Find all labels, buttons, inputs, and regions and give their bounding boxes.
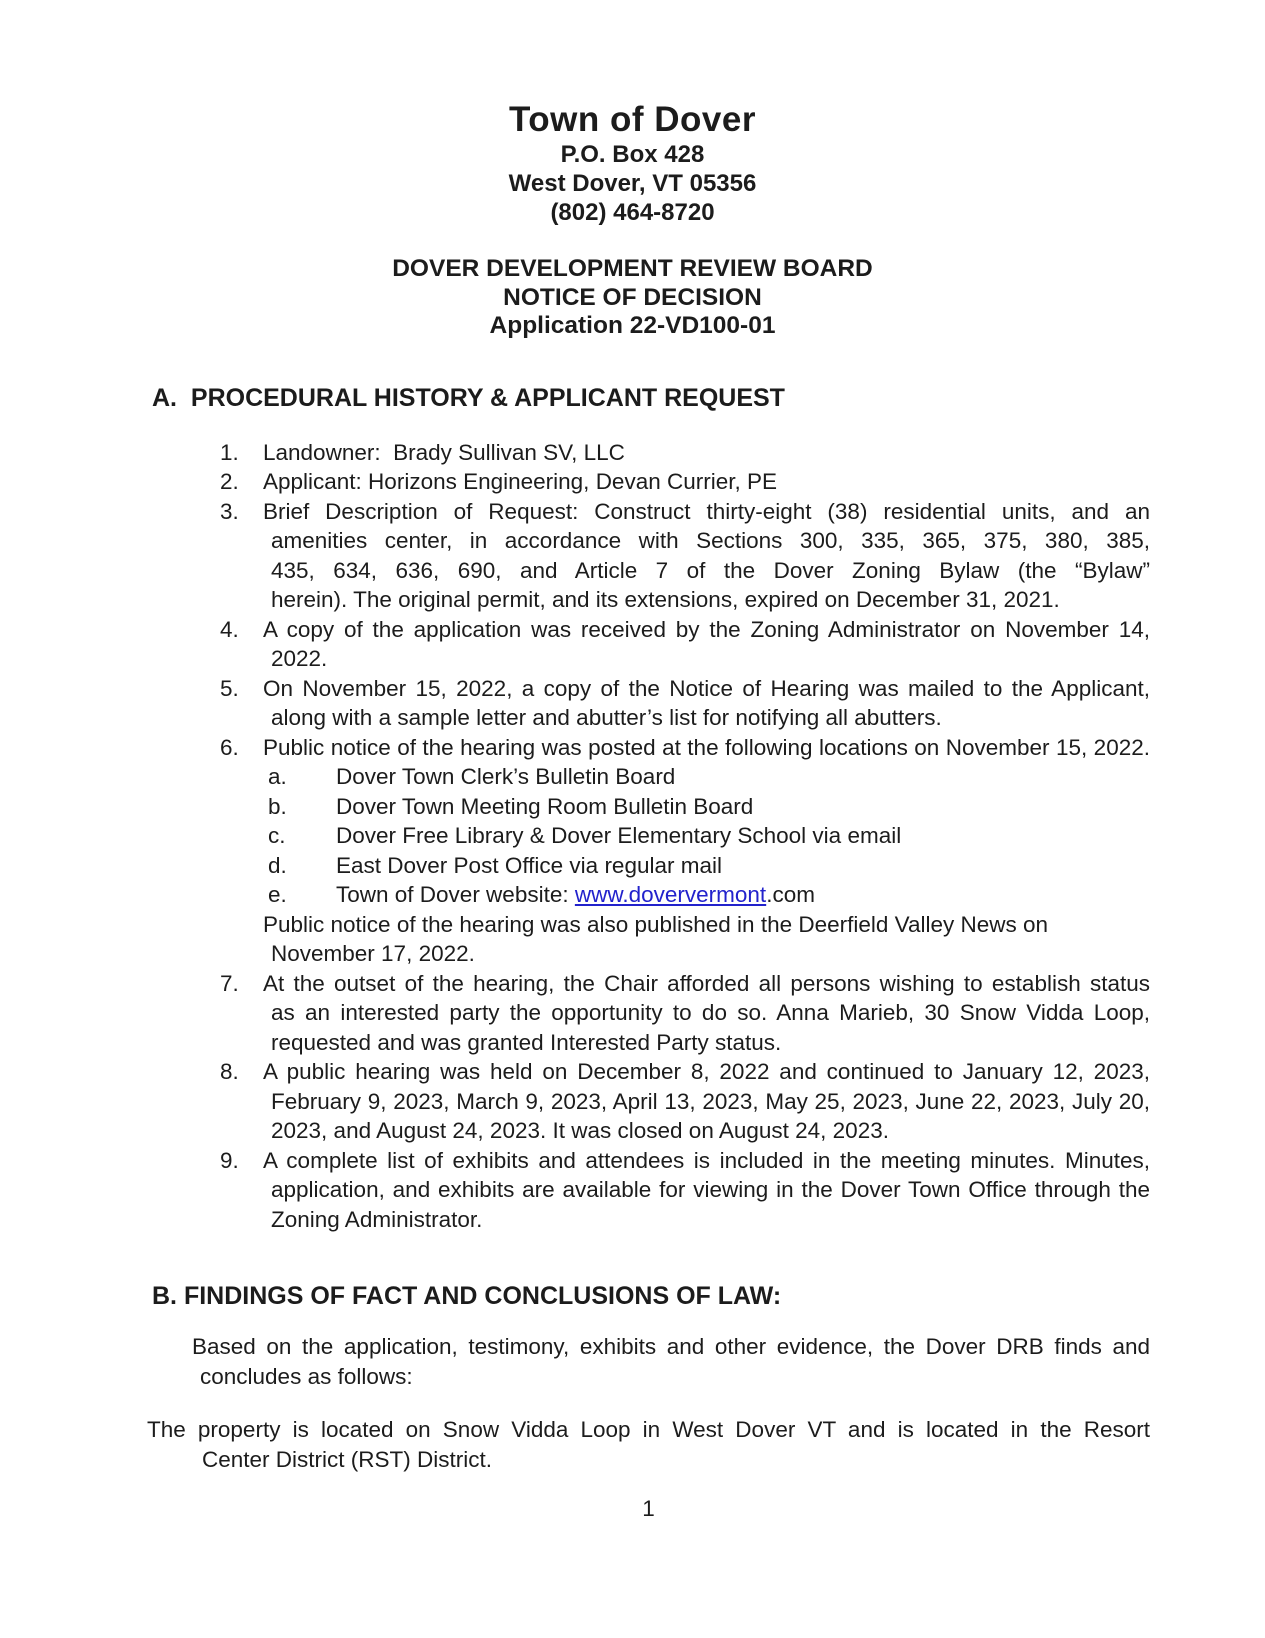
link-suffix: .com [766,882,815,907]
text-line: along with a sample letter and abutter’s list for notifying all abutters. [271,705,942,730]
sub-list-marker: b. [268,793,287,819]
list-marker: 3. [220,498,239,524]
item-text-lines [263,467,1150,497]
document-header [0,0,1265,341]
phone-line: (802) 464-8720 [550,199,715,226]
sub-list-text: Dover Town Meeting Room Bulletin Board [336,793,754,819]
list-item-5 [220,674,1150,733]
text-line: 2022. [271,646,328,671]
text-line: February 9, 2023, March 9, 2023, April 13, 2023, May 25, 2023, June 22, 2023, July 20, [271,1088,1150,1114]
text-line: Center District (RST) District. [202,1446,493,1472]
text-line: 2023, and August 24, 2023. It was closed on August 24, 2023. [271,1118,889,1143]
item-text-lines [263,674,1150,733]
text-line: application, and exhibits are available for viewing in the Dover Town Office through the [271,1177,1150,1202]
document-body [147,383,1150,1524]
list-item-3 [220,497,1150,615]
doververmont-link[interactable]: www.doververmont [574,882,767,907]
item-text-lines [263,497,1150,615]
procedural-history-list [220,438,1150,1235]
list-item-9 [220,1146,1150,1235]
property-location-paragraph [147,1415,1150,1474]
list-item-7 [220,969,1150,1058]
text-line: Based on the application, testimony, exhibits and other evidence, the Dover DRB finds and [192,1334,1150,1359]
text-line: A copy of the application was received by the Zoning Administrator on November 14, [263,616,1150,642]
sub-list-item-c [268,821,1150,851]
section-a-heading: A. PROCEDURAL HISTORY & APPLICANT REQUEST [152,383,785,412]
item-6-continuation-lines [263,910,1150,969]
list-item-2 [220,467,1150,497]
sub-list-marker: c. [268,823,286,848]
item-text-lines [263,615,1150,674]
board-name: DOVER DEVELOPMENT REVIEW BOARD [392,255,873,282]
text-line: Landowner: Brady Sullivan SV, LLC [263,439,625,465]
board-title-block [0,255,1265,341]
address-line-2: West Dover, VT 05356 [508,170,757,197]
sub-list-marker: d. [268,852,287,878]
item-6-text [263,733,1150,969]
findings-intro-paragraph [192,1332,1150,1391]
text-line: November 17, 2022. [271,941,475,966]
list-marker: 8. [220,1059,239,1084]
address-line-1: P.O. Box 428 [560,141,705,168]
sub-list-item-e [268,880,1150,910]
list-marker: 1. [220,439,239,465]
sub-list-text: Dover Town Clerk’s Bulletin Board [336,764,676,789]
list-marker: 6. [220,734,239,760]
item-text-lines [263,969,1150,1058]
text-line: 435, 634, 636, 690, and Article 7 of the Dover Zoning Bylaw (the “Bylaw” [271,557,1150,583]
text-line: At the outset of the hearing, the Chair afforded all persons wishing to establish status [263,970,1150,996]
item-text-lines [263,1057,1150,1146]
list-item-1 [220,438,1150,468]
list-item-6 [220,733,1150,969]
website-line [336,880,1150,910]
text-line: The property is located on Snow Vidda Loop in West Dover VT and is located in the Resort [147,1417,1150,1442]
notice-title: NOTICE OF DECISION [503,283,762,311]
page-number: 1 [642,1496,655,1521]
application-number: Application 22-VD100-01 [489,312,776,339]
sub-list-item-b [268,792,1150,822]
list-marker: 9. [220,1147,239,1173]
item-text-lines [263,733,1150,763]
item-text-lines [263,1146,1150,1235]
text-line: amenities center, in accordance with Sections 300, 335, 365, 375, 380, 385, [271,528,1150,553]
org-title: Town of Dover [509,100,756,139]
text-line: Zoning Administrator. [271,1206,483,1232]
list-marker: 7. [220,970,239,996]
list-item-4 [220,615,1150,674]
text-line: On November 15, 2022, a copy of the Notice of Hearing was mailed to the Applicant, [263,675,1150,701]
text-line: Public notice of the hearing was also published in the Deerfield Valley News on [263,911,1049,937]
list-item-8 [220,1057,1150,1146]
sub-list-text: East Dover Post Office via regular mail [336,852,722,878]
list-marker: 5. [220,675,239,701]
text-line: A public hearing was held on December 8, 2022 and continued to January 12, 2023, [263,1059,1150,1084]
text-line: herein). The original permit, and its extensions, expired on December 31, 2021. [271,587,1060,612]
text-line: A complete list of exhibits and attendees is included in the meeting minutes. Minutes, [263,1147,1150,1173]
text-line: as an interested party the opportunity to do so. Anna Marieb, 30 Snow Vidda Loop, [271,1000,1150,1025]
text-line: requested and was granted Interested Party status. [271,1029,782,1055]
text-line: Applicant: Horizons Engineering, Devan Currier, PE [263,469,778,494]
text-line: concludes as follows: [200,1363,413,1389]
list-marker: 2. [220,469,239,494]
text-line: Brief Description of Request: Construct thirty-eight (38) residential units, and an [263,498,1150,524]
item-text-lines [263,438,1150,468]
link-prefix: Town of Dover website: [336,882,575,907]
text-line: Public notice of the hearing was posted at the following locations on November 15, 2022. [263,734,1150,760]
sub-list-marker: a. [268,764,287,789]
list-marker: 4. [220,616,239,642]
sub-list-item-a [268,762,1150,792]
section-b-heading: B. FINDINGS OF FACT AND CONCLUSIONS OF LAW: [152,1282,782,1310]
sub-list-text: Dover Free Library & Dover Elementary School via email [336,823,902,848]
sub-list-marker: e. [268,882,287,907]
sub-list-item-d [268,851,1150,881]
